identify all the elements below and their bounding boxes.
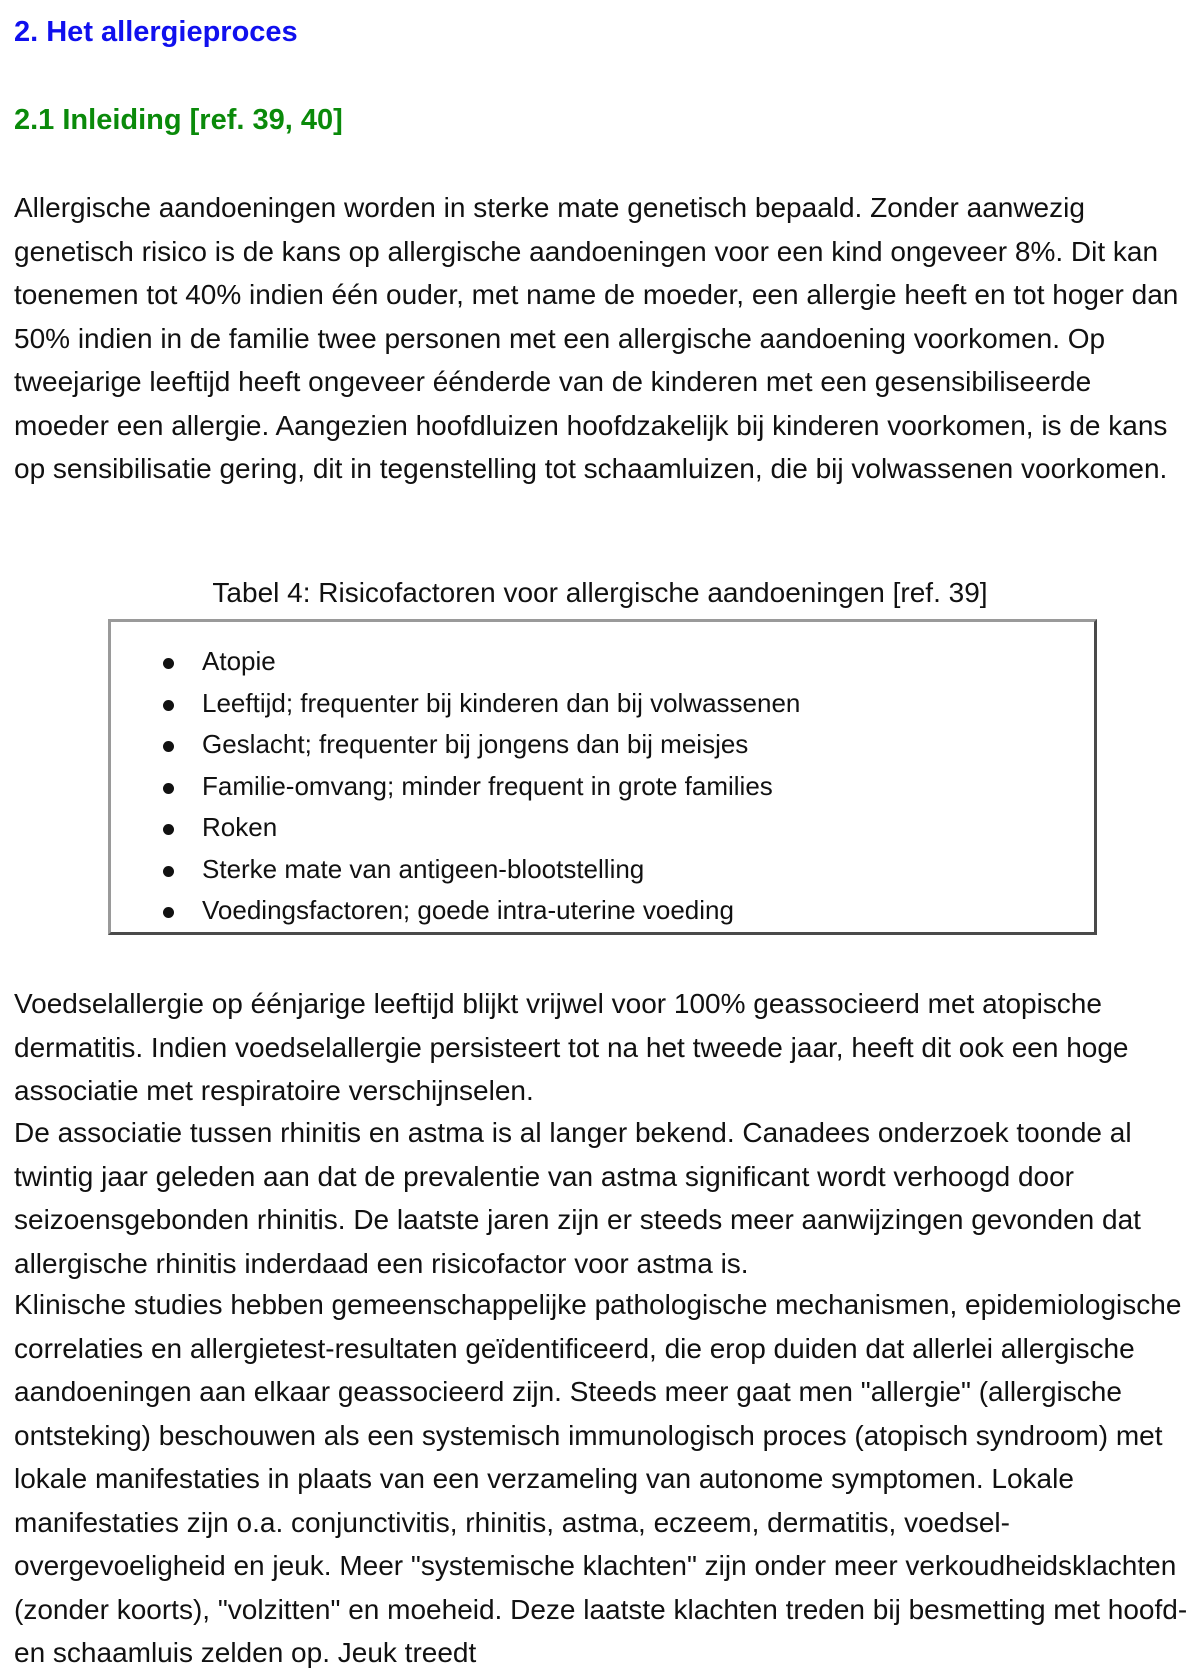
list-item bbox=[163, 641, 1094, 683]
risk-factors-table bbox=[108, 619, 1097, 935]
bullet-icon bbox=[163, 700, 174, 711]
list-item-text: Roken bbox=[202, 812, 278, 842]
list-item-text: Atopie bbox=[202, 646, 276, 676]
list-item bbox=[163, 683, 1094, 725]
food-allergy-paragraph: Voedselallergie op éénjarige leeftijd blijkt vrijwel voor 100% geassocieerd met atopische dermatitis. Indien voedselallergie persisteert tot na het tweede jaar, heeft dit ook een hoge associatie met respiratoire verschijnselen. bbox=[14, 988, 1129, 1106]
section-heading: 2. Het allergieproces bbox=[14, 16, 298, 48]
bullet-icon bbox=[163, 866, 174, 877]
bullet-icon bbox=[163, 783, 174, 794]
clinical-studies-paragraph: Klinische studies hebben gemeenschappelijke pathologische mechanismen, epidemiologische correlaties en allergietest-resultaten geïdentificeerd, die erop duiden dat allerlei allergische aandoeningen aan elkaar geassocieerd zijn. Steeds meer gaat men "allergie" (allergische ontsteking) beschouwen als een systemisch immunologisch proces (atopisch syndroom) met lokale manifestaties in plaats van een verzameling van autonome symptomen. Lokale manifestaties zijn o.a. conjunctivitis, rhinitis, astma, eczeem, dermatitis, voedsel-overgevoeligheid en jeuk. Meer "systemische klachten" zijn onder meer verkoudheidsklachten (zonder koorts), "volzitten" en moeheid. Deze laatste klachten treden bij besmetting met hoofd- en schaamluis zelden op. Jeuk treedt bbox=[14, 1289, 1188, 1668]
bullet-icon bbox=[163, 907, 174, 918]
list-item-text: Leeftijd; frequenter bij kinderen dan bij volwassenen bbox=[202, 687, 801, 718]
subsection-heading: 2.1 Inleiding [ref. 39, 40] bbox=[14, 104, 343, 136]
list-item bbox=[163, 724, 1094, 766]
bullet-icon bbox=[163, 658, 174, 669]
list-item bbox=[163, 807, 1094, 849]
list-item-text: Sterke mate van antigeen-blootstelling bbox=[202, 853, 645, 884]
list-item-text: Geslacht; frequenter bij jongens dan bij meisjes bbox=[202, 729, 749, 759]
bullet-icon bbox=[163, 824, 174, 835]
list-item-text: Voedingsfactoren; goede intra-uterine voeding bbox=[202, 895, 734, 925]
list-item bbox=[163, 890, 1094, 932]
risk-factors-list bbox=[111, 622, 1094, 932]
intro-paragraph: Allergische aandoeningen worden in sterke mate genetisch bepaald. Zonder aanwezig genetisch risico is de kans op allergische aandoeningen voor een kind ongeveer 8%. Dit kan toenemen tot 40% indien één ouder, met name de moeder, een allergie heeft en tot hoger dan 50% indien in de familie twee personen met een allergische aandoening voorkomen. Op tweejarige leeftijd heeft ongeveer éénderde van de kinderen met een gesensibiliseerde moeder een allergie. Aangezien hoofdluizen hoofdzakelijk bij kinderen voorkomen, is de kans op sensibilisatie gering, dit in tegenstelling tot schaamluizen, die bij volwassenen voorkomen. bbox=[14, 192, 1179, 484]
list-item-text: Familie-omvang; minder frequent in grote families bbox=[202, 770, 773, 801]
list-item bbox=[163, 849, 1094, 891]
table-caption: Tabel 4: Risicofactoren voor allergische aandoeningen [ref. 39] bbox=[212, 577, 988, 608]
bullet-icon bbox=[163, 741, 174, 752]
rhinitis-asthma-paragraph: De associatie tussen rhinitis en astma is al langer bekend. Canadees onderzoek toonde al twintig jaar geleden aan dat de prevalentie van astma significant wordt verhoogd door seizoensgebonden rhinitis. De laatste jaren zijn er steeds meer aanwijzingen gevonden dat allergische rhinitis inderdaad een risicofactor voor astma is. bbox=[14, 1117, 1141, 1279]
list-item bbox=[163, 766, 1094, 808]
